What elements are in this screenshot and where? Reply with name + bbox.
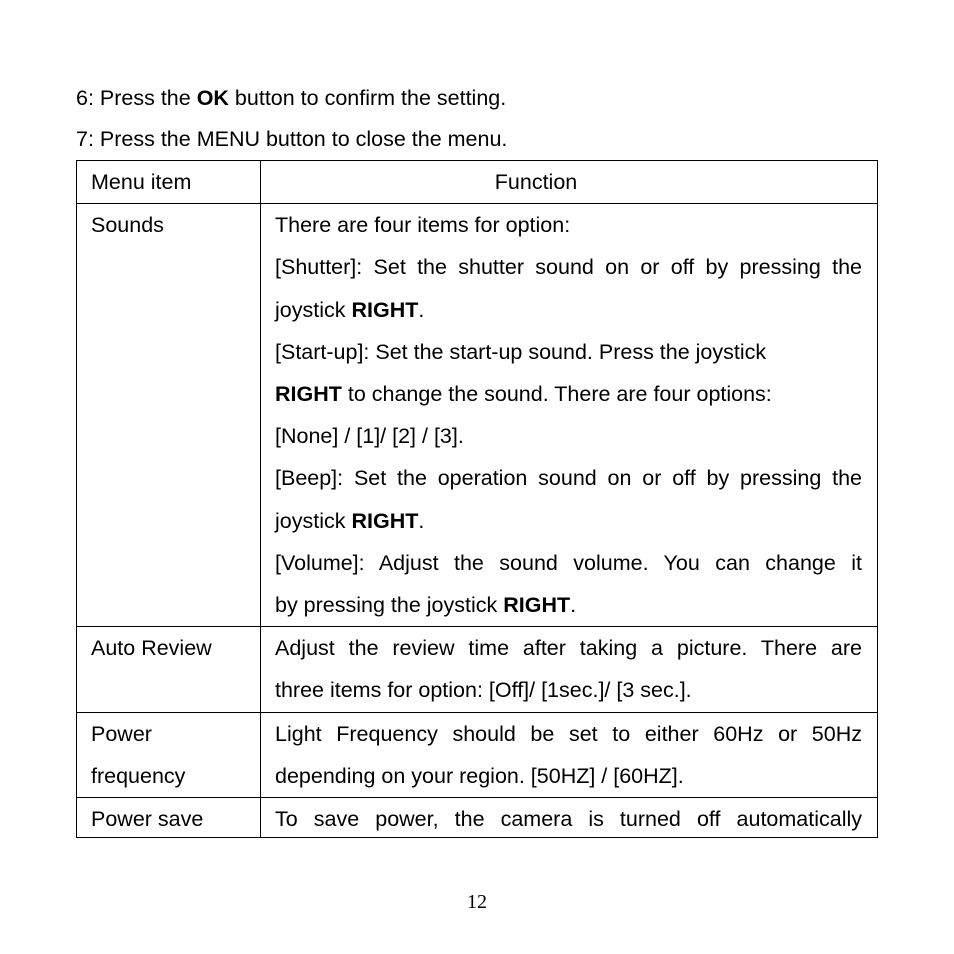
sounds-line: [Volume]: Adjust the sound volume. You can change it bbox=[275, 550, 862, 575]
menu-item-sounds: Sounds bbox=[77, 204, 261, 627]
menu-function-table bbox=[76, 160, 878, 838]
auto-review-line: Adjust the review time after taking a picture. There are bbox=[275, 636, 862, 661]
header-menu-item: Menu item bbox=[77, 161, 261, 204]
auto-review-line: three items for option: [Off]/ [1sec.]/ [3 sec.]. bbox=[275, 678, 692, 703]
sounds-line: [Shutter]: Set the shutter sound on or off by pressing the bbox=[275, 255, 862, 280]
table-row-power-frequency bbox=[77, 712, 878, 797]
sounds-line: joystick RIGHT. bbox=[275, 508, 425, 533]
function-power-save bbox=[261, 798, 878, 838]
power-frequency-line: depending on your region. [50HZ] / [60HZ]. bbox=[275, 763, 684, 788]
power-save-item-text: Power save bbox=[91, 807, 204, 832]
sounds-line: There are four items for option: bbox=[275, 213, 571, 238]
power-frequency-item-line: Power bbox=[91, 721, 152, 746]
page-number: 12 bbox=[467, 891, 487, 913]
step-6-text-end: button to confirm the setting. bbox=[228, 86, 507, 110]
table-row-sounds bbox=[77, 204, 878, 627]
function-power-frequency bbox=[261, 712, 878, 797]
sounds-line: RIGHT to change the sound. There are four options: bbox=[275, 382, 772, 407]
power-frequency-line: Light Frequency should be set to either 60Hz or 50Hz bbox=[275, 721, 862, 746]
step-7-text: 7: Press the MENU button to close the menu. bbox=[76, 127, 508, 151]
table-header-row bbox=[77, 161, 878, 204]
menu-item-power-save bbox=[77, 798, 261, 838]
sounds-line: by pressing the joystick RIGHT. bbox=[275, 593, 577, 618]
sounds-line: [None] / [1]/ [2] / [3]. bbox=[275, 424, 464, 449]
power-save-line: To save power, the camera is turned off automatically bbox=[275, 807, 862, 832]
menu-item-auto-review: Auto Review bbox=[77, 627, 261, 712]
header-function: Function bbox=[261, 161, 878, 204]
sounds-line: [Beep]: Set the operation sound on or off by pressing the bbox=[275, 466, 862, 491]
sounds-line: [Start-up]: Set the start-up sound. Press the joystick bbox=[275, 339, 767, 364]
function-auto-review bbox=[261, 627, 878, 712]
step-6-text: 6: Press the bbox=[76, 86, 197, 110]
function-sounds bbox=[261, 204, 878, 627]
table-row-power-save bbox=[77, 798, 878, 838]
power-frequency-item-line: frequency bbox=[91, 763, 186, 788]
sounds-line: joystick RIGHT. bbox=[275, 297, 425, 322]
step-7 bbox=[76, 129, 507, 151]
ok-button-label: OK bbox=[196, 86, 229, 110]
menu-item-power-frequency bbox=[77, 712, 261, 797]
table-row-auto-review bbox=[77, 627, 878, 712]
step-6 bbox=[76, 88, 506, 110]
